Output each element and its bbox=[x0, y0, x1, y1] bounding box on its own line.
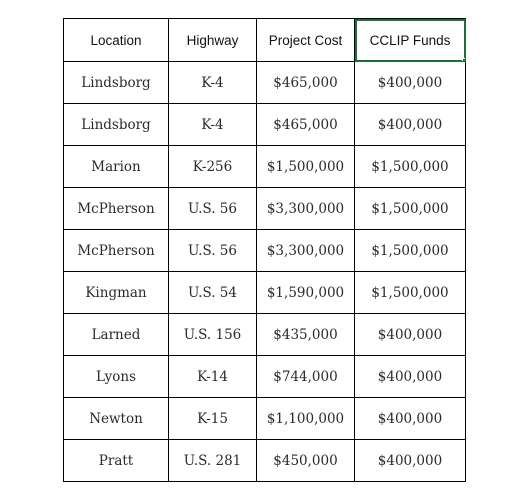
cell-highway[interactable]: U.S. 56 bbox=[169, 230, 257, 272]
cell-project-cost[interactable]: $3,300,000 bbox=[257, 230, 355, 272]
funds-table bbox=[63, 18, 466, 482]
cell-location[interactable]: Larned bbox=[64, 314, 169, 356]
cell-location[interactable]: McPherson bbox=[64, 230, 169, 272]
cell-project-cost[interactable]: $435,000 bbox=[257, 314, 355, 356]
cell-cclip-funds[interactable]: $400,000 bbox=[355, 62, 466, 104]
cell-location[interactable]: Lindsborg bbox=[64, 62, 169, 104]
cell-cclip-funds[interactable]: $1,500,000 bbox=[355, 230, 466, 272]
cell-highway[interactable]: K-14 bbox=[169, 356, 257, 398]
cell-project-cost[interactable]: $465,000 bbox=[257, 104, 355, 146]
cell-location[interactable]: Lindsborg bbox=[64, 104, 169, 146]
cell-cclip-funds[interactable]: $1,500,000 bbox=[355, 188, 466, 230]
table-row bbox=[64, 146, 466, 188]
table-row bbox=[64, 62, 466, 104]
cell-highway[interactable]: K-15 bbox=[169, 398, 257, 440]
cell-location[interactable]: Pratt bbox=[64, 440, 169, 482]
header-highway[interactable]: Highway bbox=[169, 19, 257, 62]
cell-location[interactable]: Kingman bbox=[64, 272, 169, 314]
table-row bbox=[64, 230, 466, 272]
cell-highway[interactable]: K-256 bbox=[169, 146, 257, 188]
table-body bbox=[64, 62, 466, 482]
cell-highway[interactable]: K-4 bbox=[169, 62, 257, 104]
cell-project-cost[interactable]: $450,000 bbox=[257, 440, 355, 482]
cell-project-cost[interactable]: $3,300,000 bbox=[257, 188, 355, 230]
table-row bbox=[64, 398, 466, 440]
table-row bbox=[64, 440, 466, 482]
cell-location[interactable]: Lyons bbox=[64, 356, 169, 398]
cell-cclip-funds[interactable]: $400,000 bbox=[355, 440, 466, 482]
cell-cclip-funds[interactable]: $400,000 bbox=[355, 356, 466, 398]
cell-highway[interactable]: U.S. 54 bbox=[169, 272, 257, 314]
cell-cclip-funds[interactable]: $400,000 bbox=[355, 314, 466, 356]
table-row bbox=[64, 314, 466, 356]
fill-handle[interactable] bbox=[462, 58, 466, 62]
cell-project-cost[interactable]: $1,590,000 bbox=[257, 272, 355, 314]
table-row bbox=[64, 356, 466, 398]
header-cclip-funds-label: CCLIP Funds bbox=[369, 32, 451, 48]
cell-location[interactable]: McPherson bbox=[64, 188, 169, 230]
header-location[interactable]: Location bbox=[64, 19, 169, 62]
cell-cclip-funds[interactable]: $400,000 bbox=[355, 104, 466, 146]
header-row bbox=[64, 19, 466, 62]
cell-cclip-funds[interactable]: $400,000 bbox=[355, 398, 466, 440]
table-row bbox=[64, 188, 466, 230]
cell-project-cost[interactable]: $1,100,000 bbox=[257, 398, 355, 440]
cell-highway[interactable]: U.S. 281 bbox=[169, 440, 257, 482]
header-cclip-funds[interactable] bbox=[355, 19, 466, 62]
cell-location[interactable]: Newton bbox=[64, 398, 169, 440]
table-row bbox=[64, 272, 466, 314]
table-row bbox=[64, 104, 466, 146]
header-project-cost[interactable]: Project Cost bbox=[257, 19, 355, 62]
cell-project-cost[interactable]: $1,500,000 bbox=[257, 146, 355, 188]
cell-location[interactable]: Marion bbox=[64, 146, 169, 188]
cell-cclip-funds[interactable]: $1,500,000 bbox=[355, 146, 466, 188]
cell-highway[interactable]: U.S. 156 bbox=[169, 314, 257, 356]
cell-project-cost[interactable]: $744,000 bbox=[257, 356, 355, 398]
cell-highway[interactable]: U.S. 56 bbox=[169, 188, 257, 230]
cell-cclip-funds[interactable]: $1,500,000 bbox=[355, 272, 466, 314]
cell-project-cost[interactable]: $465,000 bbox=[257, 62, 355, 104]
cell-highway[interactable]: K-4 bbox=[169, 104, 257, 146]
